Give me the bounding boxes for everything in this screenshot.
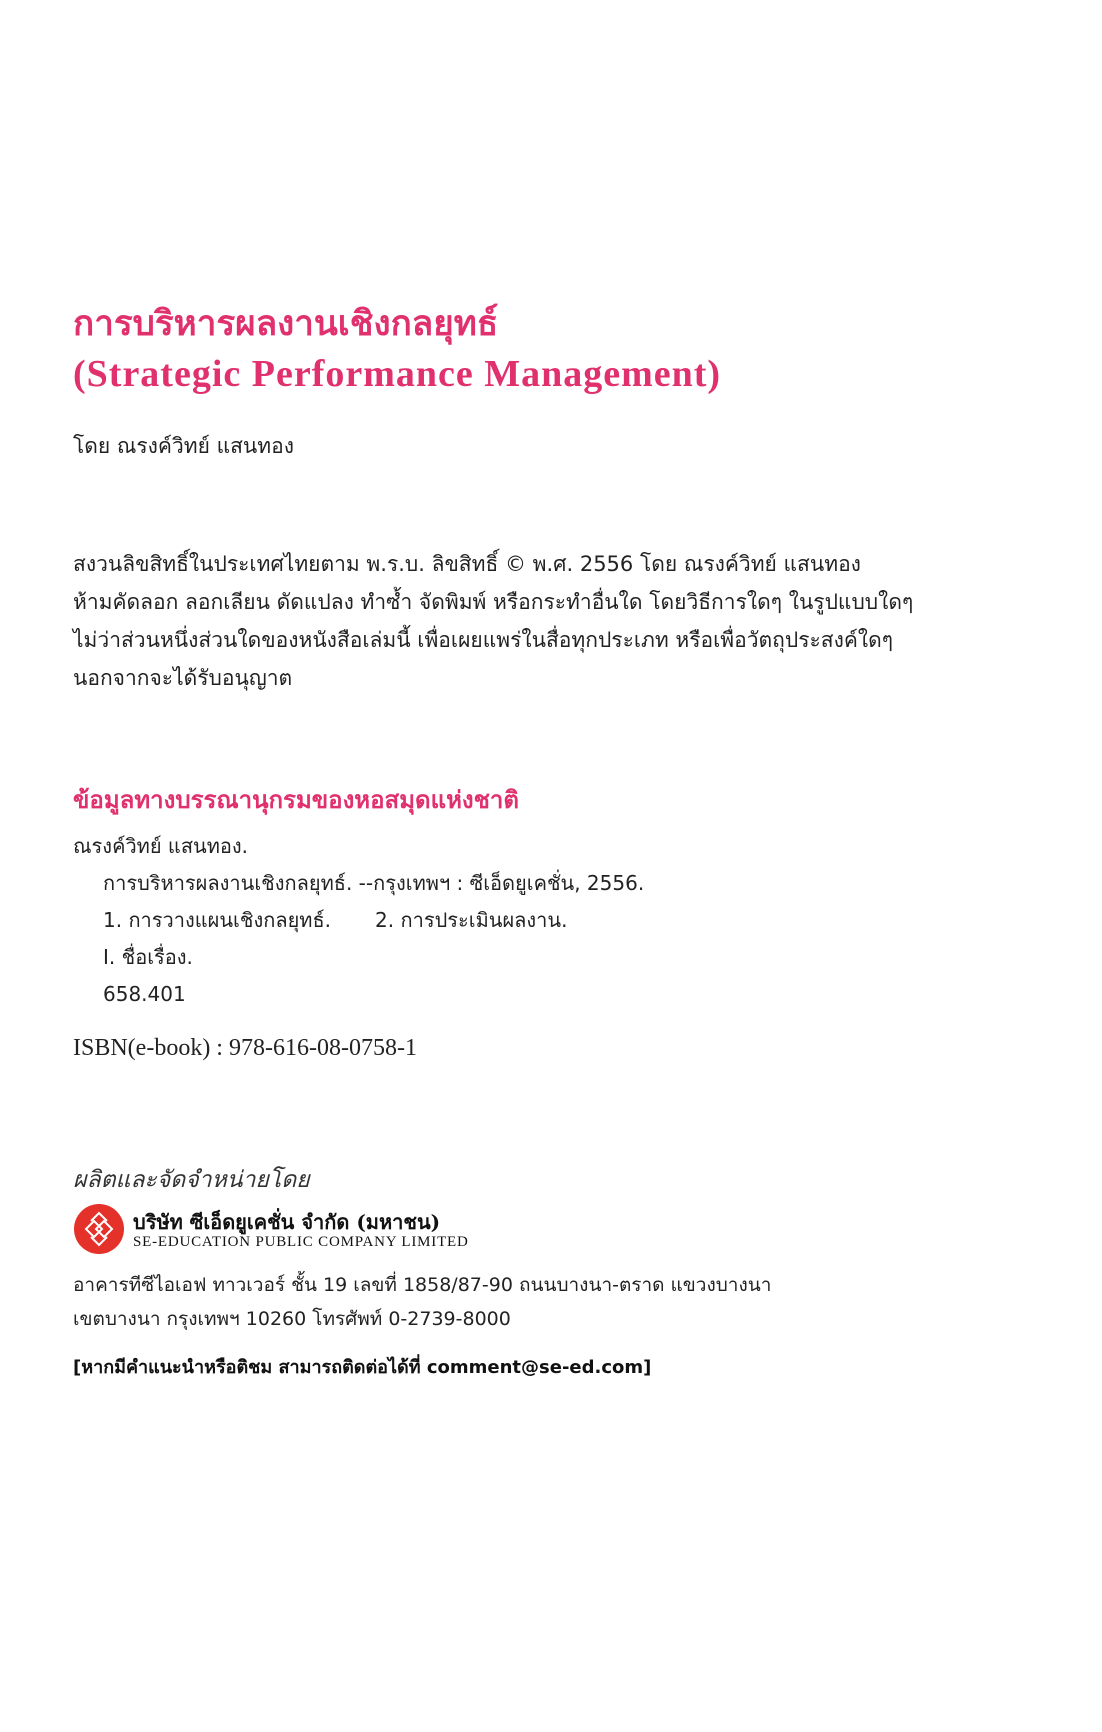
copyright-line: ห้ามคัดลอก ลอกเลียน ดัดแปลง ทำซ้ำ จัดพิมพ์ หรือกระทำอื่นใด โดยวิธีการใดๆ ในรูปแบบใดๆ (73, 590, 914, 614)
cip-subject-2: 2. การประเมินผลงาน. (375, 908, 568, 932)
cip-classification: 658.401 (103, 982, 186, 1006)
book-title-thai: การบริหารผลงานเชิงกลยุทธ์ (73, 303, 499, 344)
author-line: โดย ณรงค์วิทย์ แสนทอง (73, 434, 294, 458)
cip-title-entry: I. ชื่อเรื่อง. (103, 945, 193, 969)
company-name-english: SE-EDUCATION PUBLIC COMPANY LIMITED (133, 1234, 469, 1250)
copyright-line: ไม่ว่าส่วนหนึ่งส่วนใดของหนังสือเล่มนี้ เพื่อเผยแพร่ในสื่อทุกประเภท หรือเพื่อวัตถุประสงค์ใดๆ (73, 628, 894, 652)
copyright-line: สงวนลิขสิทธิ์ในประเทศไทยตาม พ.ร.บ. ลิขสิทธิ์ © พ.ศ. 2556 โดย ณรงค์วิทย์ แสนทอง (73, 552, 861, 576)
cip-heading: ข้อมูลทางบรรณานุกรมของหอสมุดแห่งชาติ (73, 785, 519, 814)
cip-title-line: การบริหารผลงานเชิงกลยุทธ์. --กรุงเทพฯ : ซีเอ็ดยูเคชั่น, 2556. (103, 871, 645, 895)
copyright-line: นอกจากจะได้รับอนุญาต (73, 666, 293, 690)
cip-subject-1: 1. การวางแผนเชิงกลยุทธ์. (103, 908, 332, 932)
se-ed-logo-icon (73, 1203, 125, 1255)
copyright-notice (73, 545, 1033, 697)
address-line-2: เขตบางนา กรุงเทพฯ 10260 โทรศัพท์ 0-2739-8000 (73, 1308, 511, 1330)
cip-author: ณรงค์วิทย์ แสนทอง. (73, 834, 249, 858)
produced-by-label: ผลิตและจัดจำหน่ายโดย (73, 1167, 310, 1193)
cip-record (73, 828, 644, 1013)
publisher-address (73, 1268, 771, 1336)
address-line-1: อาคารทีซีไอเอฟ ทาวเวอร์ ชั้น 19 เลขที่ 1858/87-90 ถนนบางนา-ตราด แขวงบางนา (73, 1274, 772, 1296)
contact-note: [หากมีคำแนะนำหรือติชม สามารถติดต่อได้ที่ comment@se-ed.com] (73, 1357, 652, 1378)
isbn: ISBN(e-book) : 978-616-08-0758-1 (73, 1035, 417, 1061)
cip-subjects (73, 902, 644, 939)
book-title-english: (Strategic Performance Management) (73, 353, 722, 395)
company-name-thai: บริษัท ซีเอ็ดยูเคชั่น จำกัด (มหาชน) (133, 1210, 441, 1234)
